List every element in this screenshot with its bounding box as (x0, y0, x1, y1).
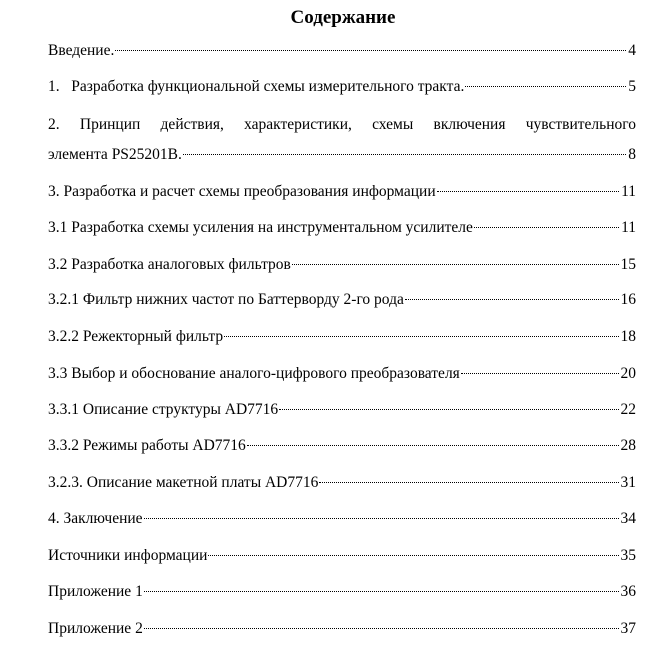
toc-entry-page: 36 (620, 583, 636, 600)
toc-entry-label: 3.2.3. Описание макетной платы AD7716 (48, 474, 319, 491)
dot-leader (247, 445, 619, 446)
toc-entry-4[interactable] (48, 508, 636, 530)
toc-entry-3-2-1[interactable] (48, 289, 636, 311)
toc-entry-label: Приложение 2 (48, 620, 143, 637)
toc-entry-label: Введение. (48, 42, 115, 59)
dot-leader (224, 336, 618, 337)
toc-entry-3-2-2[interactable] (48, 326, 636, 348)
toc-entry-page: 16 (620, 291, 636, 308)
toc-entry-sources[interactable] (48, 545, 636, 567)
toc-entry-3-1[interactable] (48, 217, 636, 239)
toc-entry-label: 3.3 Выбор и обоснование аналого-цифрового преобразователя (48, 365, 460, 382)
dot-leader (292, 264, 619, 265)
dot-leader (208, 555, 618, 556)
toc-entry-label: 1. Разработка функциональной схемы измерительного тракта. (48, 78, 465, 95)
toc-entry-introduction[interactable] (48, 40, 636, 62)
toc-entry-page: 34 (620, 510, 636, 527)
toc-entry-page: 11 (621, 219, 636, 236)
toc-entry-3-2[interactable] (48, 254, 636, 276)
toc-entry-page: 8 (628, 146, 636, 163)
dot-leader (279, 409, 618, 410)
toc-entry-label: 3.2 Разработка аналоговых фильтров (48, 256, 291, 273)
toc-entry-label: элемента PS25201B. (48, 146, 182, 163)
toc-entry-page: 37 (620, 620, 636, 637)
toc-title: Содержание (290, 7, 396, 28)
toc-entry-label: 3.3.1 Описание структуры AD7716 (48, 401, 279, 418)
dot-leader (405, 299, 619, 300)
toc-entry-label: 3.2.1 Фильтр нижних частот по Баттерворду 2-го рода (48, 291, 404, 308)
toc-entry-page: 20 (620, 365, 636, 382)
toc-entry-3[interactable] (48, 181, 636, 203)
toc-entry-page: 22 (620, 401, 636, 418)
toc-entry-3-3-1[interactable] (48, 399, 636, 421)
toc-entry-appendix-1[interactable] (48, 581, 636, 603)
toc-entry-page: 18 (620, 328, 636, 345)
toc-entry-label: 3.2.2 Режекторный фильтр (48, 328, 224, 345)
toc-entry-label: 4. Заключение (48, 510, 143, 527)
toc-entry-1[interactable] (48, 76, 636, 98)
toc-entry-label: 3.1 Разработка схемы усиления на инструментальном усилителе (48, 219, 473, 236)
toc-entry-appendix-2[interactable] (48, 618, 636, 640)
toc-entry-3-3-2[interactable] (48, 435, 636, 457)
toc-entry-2[interactable] (48, 144, 636, 166)
toc-entry-3-2-3[interactable] (48, 472, 636, 494)
toc-entry-page: 15 (620, 256, 636, 273)
toc-entry-page: 5 (628, 78, 636, 95)
toc-entry-page: 11 (621, 183, 636, 200)
toc-entry-page: 4 (628, 42, 636, 59)
dot-leader (474, 227, 619, 228)
dot-leader (144, 591, 619, 592)
dot-leader (437, 191, 619, 192)
dot-leader (144, 518, 619, 519)
toc-entry-label: 3. Разработка и расчет схемы преобразования информации (48, 183, 436, 200)
toc-entry-2-line1[interactable]: 2. Принцип действия, характеристики, схемы включения чувствительного (48, 116, 636, 133)
toc-entry-label: 3.3.2 Режимы работы AD7716 (48, 437, 246, 454)
toc-entry-page: 35 (620, 547, 636, 564)
dot-leader (465, 86, 626, 87)
toc-entry-label: Приложение 1 (48, 583, 143, 600)
dot-leader (115, 50, 626, 51)
toc-entry-3-3[interactable] (48, 363, 636, 385)
toc-entry-label: Источники информации (48, 547, 208, 564)
dot-leader (183, 154, 626, 155)
toc-entry-page: 31 (620, 474, 636, 491)
dot-leader (144, 628, 619, 629)
dot-leader (319, 482, 618, 483)
toc-entry-page: 28 (620, 437, 636, 454)
dot-leader (461, 373, 619, 374)
